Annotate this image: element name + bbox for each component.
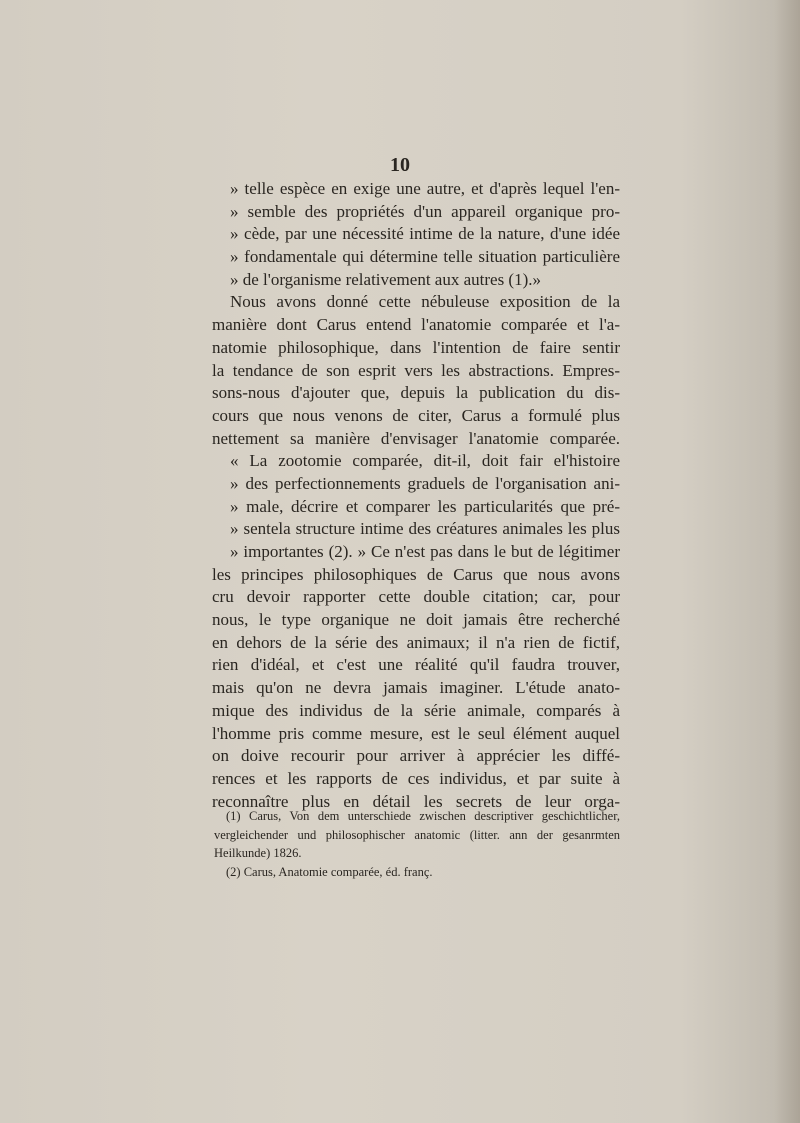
body-text (212, 178, 620, 813)
text-line: mique des individus de la série animale, comparés à (212, 700, 620, 720)
text-line: nous, le type organique ne doit jamais être recherché (212, 610, 620, 630)
text-line: reconnaître plus en détail les secrets de leur orga- (212, 791, 620, 811)
text-line: » sentela structure intime des créatures animales les plus (230, 519, 620, 539)
footnote-line: Heilkunde) 1826. (214, 846, 302, 861)
footnote-line: (1) Carus, Von dem unterschiede zwischen descriptiver geschichtlicher, (226, 809, 620, 823)
text-line: » male, décrire et comparer les particularités que pré- (230, 496, 620, 516)
text-line: sons-nous d'ajouter que, depuis la publication du dis- (212, 383, 620, 403)
text-line: on doive recourir pour arriver à apprécier les diffé- (212, 746, 620, 766)
text-line: Nous avons donné cette nébuleuse exposition de la (230, 292, 620, 312)
text-line: les principes philosophiques de Carus que nous avons (212, 564, 620, 584)
text-line: » de l'organisme relativement aux autres (1).» (230, 269, 542, 289)
text-line: « La zootomie comparée, dit-il, doit fair el'histoire (230, 451, 620, 471)
text-line: rien d'idéal, et c'est une réalité qu'il faudra trouver, (212, 655, 620, 675)
footnote-line: (2) Carus, Anatomie comparée, éd. franç. (226, 864, 433, 879)
footnote-line: vergleichender und philosophischer anatomic (litter. ann der gesanrmten (214, 827, 620, 842)
footnotes (214, 807, 620, 881)
text-line: » importantes (2). » Ce n'est pas dans le but de légitimer (230, 542, 620, 561)
text-line: manière dont Carus entend l'anatomie comparée et l'a- (212, 315, 620, 335)
text-line: la tendance de son esprit vers les abstractions. Empres- (212, 360, 620, 380)
text-line: cru devoir rapporter cette double citation; car, pour (212, 587, 620, 607)
page-number: 10 (390, 154, 410, 176)
text-line: » semble des propriétés d'un appareil organique pro- (230, 201, 620, 221)
text-line: » fondamentale qui détermine telle situation particulière (230, 247, 620, 267)
text-line: l'homme pris comme mesure, est le seul élément auquel (212, 723, 620, 743)
page-edge-shadow (774, 0, 800, 1123)
text-line: » des perfectionnements graduels de l'organisation ani- (230, 473, 620, 493)
text-line: nettement sa manière d'envisager l'anatomie comparée. (212, 428, 620, 448)
text-line: natomie philosophique, dans l'intention de faire sentir (212, 337, 620, 357)
text-line: mais qu'on ne devra jamais imaginer. L'étude anato- (212, 678, 620, 698)
text-line: cours que nous venons de citer, Carus a formulé plus (212, 405, 620, 425)
text-line: » telle espèce en exige une autre, et d'après lequel l'en- (230, 179, 620, 198)
text-line: » cède, par une nécessité intime de la nature, d'une idée (230, 224, 620, 244)
text-line: rences et les rapports de ces individus, et par suite à (212, 768, 620, 788)
text-line: en dehors de la série des animaux; il n'a rien de fictif, (212, 632, 620, 652)
